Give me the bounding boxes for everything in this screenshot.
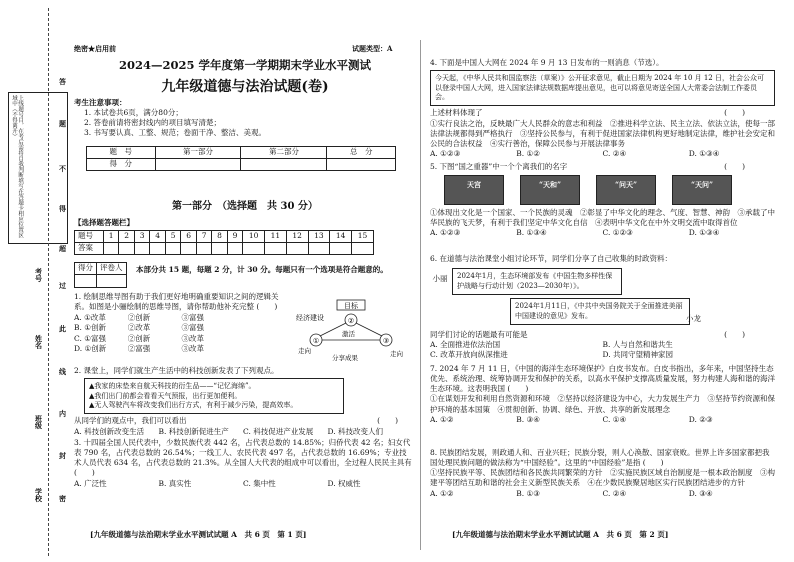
q3-opt[interactable]: B. 真实性 [158, 478, 192, 488]
q5-image [444, 175, 504, 205]
side-mark: 得 [58, 205, 68, 212]
question-3 [74, 438, 412, 489]
exam-subtitle: 九年级道德与法治试题(卷) [161, 79, 329, 95]
q5-image-label: “天问” [690, 180, 714, 190]
q4-blank: ( ) [724, 108, 745, 118]
q2-question: 从同学们的观点中，我们可以看出 [74, 416, 187, 426]
vertical-note: 上线题号目，在考后需将自我判断填写在答题卡相应位置区域中（不得离开） [11, 95, 24, 238]
paper-type: 试题类型：A [352, 44, 393, 53]
binding-sidebar [0, 0, 70, 562]
notice-heading: 考生注意事项： [74, 98, 127, 107]
score-table [86, 146, 396, 171]
side-mark: 题 [58, 120, 68, 127]
answer-number: 2 [119, 231, 134, 243]
q7-opt[interactable]: C. ①④ [602, 414, 627, 424]
q1-text: 1. 绘制思维导图有助于我们更好地明确重要知识之间的逻辑关系。如图是小骊绘制的思维导图，请你帮助他补充完整 [74, 292, 279, 312]
question-7 [430, 364, 775, 425]
score-box-label: 评卷人 [97, 263, 127, 275]
q1-opt[interactable]: C. ①富强 [74, 333, 106, 343]
q1-opt: ②富强 [127, 343, 151, 353]
q2-bullet: ▲我家的床垫来自航天科技的衍生品——“记忆海绵”。 [89, 382, 256, 391]
notice-item: 2. 答卷前请将密封线内的项目填写清楚； [84, 118, 222, 128]
q2-opt[interactable]: B. 科技创新促进生产 [158, 426, 229, 436]
answer-cell[interactable] [165, 243, 180, 255]
mindmap-label: 目标 [344, 302, 358, 310]
svg-text:③: ③ [382, 337, 390, 345]
q2-blank: ( ) [377, 416, 398, 426]
q8-opt[interactable]: B. ①③ [516, 488, 540, 498]
q1-opt: ③富强 [181, 323, 204, 333]
q2-text: 2. 课堂上，同学们就生产生活中的科技创新发表了下列观点。 [74, 366, 279, 375]
q7-items: ①在谋划开发和利用自然资源和环境 ②坚持以经济建设为中心，大力发展生产力 ③坚持节约资源和保护环境的基本国策 ④贯彻创新、协调、绿色、开放、共享的新发展理念 [430, 394, 775, 414]
q7-opt[interactable]: D. ②③ [688, 414, 713, 424]
q8-opt[interactable]: C. ②④ [602, 488, 627, 498]
score-header: 第二部分 [241, 147, 327, 159]
answer-cell[interactable] [212, 243, 227, 255]
q5-opt[interactable]: C. ①②③ [602, 228, 633, 238]
q1-opt[interactable]: B. ①创新 [74, 323, 107, 333]
footer-right: [九年级道德与法治期末学业水平测试试题 A 共 6 页 第 2 页] [452, 530, 669, 539]
score-box-cell[interactable] [75, 275, 97, 288]
side-mark: 封 [58, 452, 68, 459]
q7-opt[interactable]: B. ③④ [516, 414, 540, 424]
school-label: 学校 [34, 488, 44, 502]
answer-cell[interactable] [134, 243, 149, 255]
question-4 [430, 58, 775, 159]
question-2 [74, 366, 412, 437]
mindmap-label: 激活 [342, 330, 355, 338]
q5-image-label: “天和” [538, 180, 562, 190]
q4-opt[interactable]: C. ②④ [602, 148, 627, 158]
q6-speaker: 小丽 [432, 274, 448, 284]
q4-opt[interactable]: A. ①②③ [430, 148, 461, 158]
answer-cell[interactable] [227, 243, 242, 255]
q1-mind-map [292, 298, 412, 364]
answer-number: 12 [286, 231, 308, 243]
q5-image-label: “问天” [614, 180, 638, 190]
part1-heading: 第一部分 （选择题 共 30 分） [172, 201, 318, 212]
q6-speaker: 小龙 [686, 314, 701, 324]
q2-bullet: ▲无人驾驶汽车将改变我们出行方式，有利于减少污染，提高效率。 [89, 401, 298, 409]
score-box-cell[interactable] [97, 275, 127, 288]
q1-blank: ( ) [256, 302, 278, 312]
q8-text: 8. 民族团结发展，则政通人和、百业兴旺；民族分裂，则人心涣散、国家衰败。世界上许多国家都把我国处理民族问题的做法称为“中国经验”。这里的“中国经验”是指 [430, 448, 770, 468]
score-header: 第一部分 [155, 147, 241, 159]
q5-opt[interactable]: B. ①③④ [516, 228, 547, 238]
grader-box [74, 262, 127, 288]
q4-quote: 今天起，《中华人民共和国监察法（草案）》公开征求意见，截止日期为 2024 年 10 月 12 日，社会公众可以登录中国人大网，进入国家法律法规数据库提出意见，也可以将意见寄送全国人大常委会法制工作委员会。 [430, 70, 775, 106]
q2-opt[interactable]: D. 科技改变人们 [327, 426, 384, 436]
q1-opt: ③改革 [181, 333, 204, 343]
answer-row-label: 题号 [75, 231, 104, 243]
question-5 [430, 162, 775, 239]
q6-question: 同学们讨论的话题最有可能是 [430, 330, 528, 340]
q5-text: 5. 下图“国之重器”中一个个离我们的名字 [430, 162, 568, 171]
score-header: 总 分 [327, 147, 396, 159]
answer-row-label: 答案 [75, 243, 104, 255]
question-1 [74, 292, 289, 354]
side-mark: 此 [58, 325, 68, 332]
side-mark: 超 [58, 245, 68, 252]
q4-question: 上述材料体现了 [430, 108, 483, 118]
class-label: 班级 [34, 415, 44, 429]
answer-table [74, 230, 374, 255]
answer-number: 13 [308, 231, 330, 243]
side-mark: 不 [58, 165, 68, 172]
q5-image-label: 天宫 [467, 180, 481, 190]
notice [74, 98, 414, 139]
q1-opt: ②改革 [127, 323, 151, 333]
q1-opt[interactable]: D. ①创新 [74, 343, 107, 353]
q1-opt[interactable]: A. ①改革 [74, 313, 106, 323]
q6-opt[interactable]: C. 改革开放向纵深推进 [430, 350, 508, 360]
q4-opt[interactable]: D. ①③④ [688, 148, 720, 158]
answer-cell[interactable] [352, 243, 374, 255]
footer-left: [九年级道德与法治期末学业水平测试试题 A 共 6 页 第 1 页] [90, 530, 307, 539]
q6-blank: ( ) [724, 330, 745, 340]
question-6 [430, 254, 775, 361]
svg-text:①: ① [312, 337, 320, 345]
mindmap-label: 走向 [390, 350, 403, 358]
mindmap-label: 分享成果 [332, 354, 358, 362]
answer-cell[interactable] [150, 243, 165, 255]
answer-cell[interactable] [243, 243, 265, 255]
answer-number: 8 [212, 231, 227, 243]
answer-cell[interactable] [330, 243, 352, 255]
q3-opt[interactable]: C. 集中性 [243, 478, 276, 488]
q6-card: 2024年1月11日，《中共中央国务院关于全面推进美丽中国建设的意见》发布。 [510, 298, 690, 325]
question-8 [430, 448, 775, 499]
q5-items: ①体现出文化是一个国家、一个民族的灵魂 ②彰显了中华文化的理念、气度、智慧、神韵 ③承载了中华民族的飞天梦，有利于我们坚定中华文化自信 ④表明中华文化在中外文明交流中取得首位 [430, 208, 775, 228]
q5-opt[interactable]: D. ①③④ [688, 228, 720, 238]
q6-text: 6. 在道德与法治课堂小组讨论环节，同学们分享了自己收集的时政资料： [430, 254, 673, 263]
column-divider [420, 40, 421, 550]
answer-number: 6 [181, 231, 196, 243]
answer-number: 5 [165, 231, 180, 243]
answer-cell[interactable] [181, 243, 196, 255]
side-mark: 答 [58, 78, 68, 85]
score-cell[interactable] [155, 159, 241, 171]
q5-image [520, 175, 580, 205]
mindmap-label: 走向 [298, 347, 311, 355]
score-box-label: 得分 [75, 263, 97, 275]
answer-number: 7 [196, 231, 211, 243]
q1-opt: ②创新 [127, 333, 151, 343]
q4-text: 4. 下面是中国人大网在 2024 年 9 月 13 日发布的一则消息（节选）。 [430, 58, 664, 67]
notice-item: 1. 本试卷共6页，满分80分； [84, 108, 183, 118]
answer-cell[interactable] [308, 243, 330, 255]
score-cell[interactable] [241, 159, 327, 171]
answer-number: 9 [227, 231, 242, 243]
q1-opt: ③富强 [181, 313, 204, 323]
answer-cell[interactable] [103, 243, 118, 255]
svg-text:②: ② [347, 317, 355, 325]
q6-card: 2024年1月，生态环境部发布《中国生物多样性保护战略与行动计划（2023—2030年）》。 [452, 268, 622, 295]
q5-opt[interactable]: A. ①②③ [430, 228, 461, 238]
answer-number: 4 [150, 231, 165, 243]
q2-opt[interactable]: C. 科技促进产业发展 [243, 426, 314, 436]
q7-opt[interactable]: A. ①② [430, 414, 454, 424]
answer-number: 1 [103, 231, 118, 243]
answer-number: 14 [330, 231, 352, 243]
answer-cell[interactable] [119, 243, 134, 255]
score-cell[interactable] [327, 159, 396, 171]
q5-blank: ( ) [724, 162, 745, 171]
answer-cell[interactable] [265, 243, 287, 255]
seal-line [48, 8, 49, 556]
answer-number: 11 [265, 231, 287, 243]
q4-items: ①实行良法之治，反映最广大人民群众的意志和利益 ②推进科学立法、民主立法、依法立法，使每一部法律法规都得到严格执行 ③坚持公民参与，有利于促进国家法律机构更好地制定法律，维护社会安定和公民的合法权益 ④实行善治，保障公民参与开展法律事务 [430, 118, 775, 148]
side-mark: 过 [58, 282, 68, 289]
q2-opt[interactable]: A. 科技创新改变生活 [74, 426, 145, 436]
q5-image [596, 175, 656, 205]
q8-opt[interactable]: D. ③④ [688, 488, 713, 498]
notice-item: 3. 书写要认真、工整、规范；卷面干净、整洁、美观。 [84, 128, 267, 138]
side-mark: 密 [58, 495, 68, 502]
q6-opt[interactable]: B. 人与自然和谐共生 [602, 340, 673, 350]
q3-opt[interactable]: D. 权威性 [327, 478, 361, 488]
side-mark: 内 [58, 410, 68, 417]
q6-opt[interactable]: A. 全面推进依法治国 [430, 340, 501, 350]
answer-cell[interactable] [196, 243, 211, 255]
q6-opt[interactable]: D. 共同守望精神家园 [602, 350, 674, 360]
q8-blank: ( ) [642, 458, 664, 468]
name-label: 姓名 [34, 335, 44, 349]
q8-items: ①坚持民族平等、民族团结和各民族共同繁荣的方针 ②实施民族区域自治制度是一根本政治制度 ③构建平等团结互助和谐的社会主义新型民族关系 ④在少数民族聚居地区实行民族团结进步的方针 [430, 468, 775, 488]
answer-cell[interactable] [286, 243, 308, 255]
mindmap-label: 经济建设 [296, 314, 324, 322]
answer-table-title: 【选择题答题栏】 [74, 218, 134, 227]
q7-text: 7. 2024 年 7 月 11 日，《中国的海洋生态环境保护》白皮书发布。白皮书指出，多年来，中国坚持生态优先、系统治理、统筹协调开发和保护的关系，以高水平保护支撑高质量发展，努力构建人海和谐的海洋生态环境。这表明我国 [430, 364, 775, 394]
side-mark: 线 [58, 368, 68, 375]
score-header: 题 号 [87, 147, 156, 159]
secret-mark: 绝密★启用前 [74, 44, 116, 53]
q3-text: 3. 十四届全国人民代表中，少数民族代表 442 名，占代表总数的 14.85%；归侨代表 42 名；妇女代表 790 名，占代表总数的 26.54%；一线工人、农民代表 497 名，占代表总数的 16.69%；专业技术人员代表 634 名，占代表总数的 21.3%。从全国人大代表的组成中可以看出，全过程人民民主具有 [74, 438, 412, 468]
q4-opt[interactable]: B. ①② [516, 148, 540, 158]
answer-number: 15 [352, 231, 374, 243]
exam-id-label: 考号 [34, 268, 44, 282]
q1-opt: ②创新 [127, 313, 151, 323]
part1-intro: 本部分共 15 题，每题 2 分，计 30 分。每题只有一个选项是符合题意的。 [136, 265, 388, 274]
answer-number: 3 [134, 231, 149, 243]
q3-opt[interactable]: A. 广泛性 [74, 478, 107, 488]
q1-opt: ③改革 [181, 343, 204, 353]
q2-bullet: ▲我们出门前都会看看天气预报，出行更加便利。 [89, 391, 242, 400]
q3-blank: ( ) [74, 468, 95, 478]
q7-blank: ( ) [507, 384, 529, 394]
answer-number: 10 [243, 231, 265, 243]
q5-image [672, 175, 732, 205]
score-row-label: 得 分 [87, 159, 156, 171]
exam-title: 2024—2025 学年度第一学期期末学业水平测试 [118, 58, 371, 72]
q8-opt[interactable]: A. ①② [430, 488, 454, 498]
